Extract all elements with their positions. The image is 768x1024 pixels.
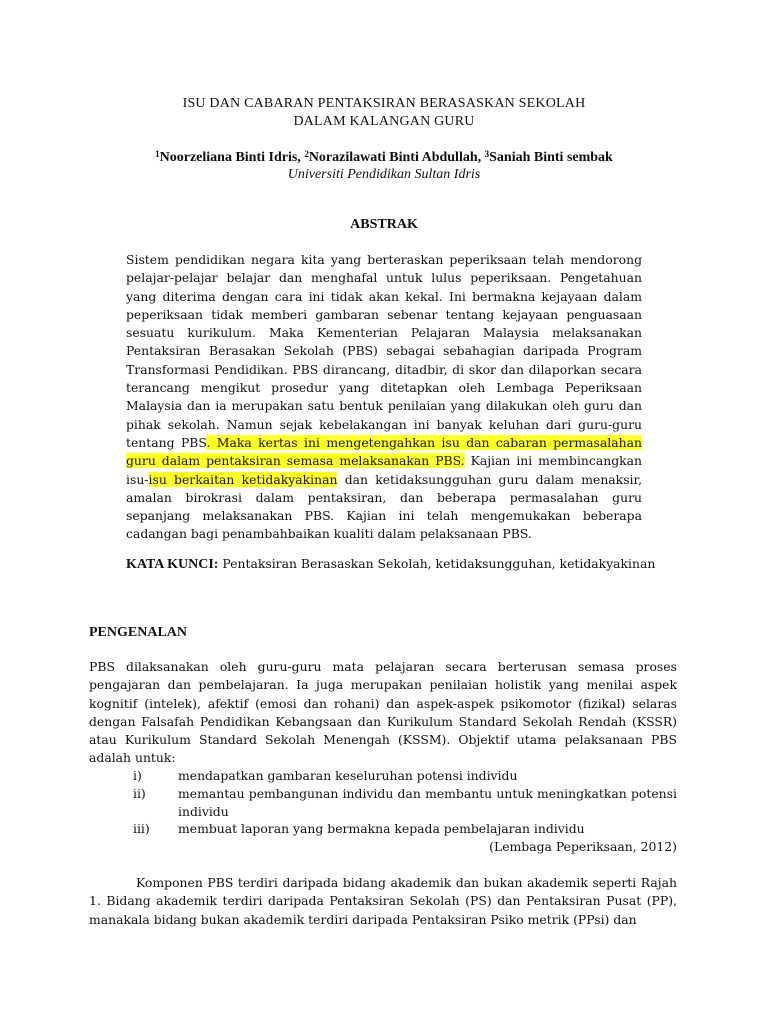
keywords-label: KATA KUNCI: [126, 557, 219, 572]
section-heading: PENGENALAN [89, 625, 188, 640]
keywords-text: Pentaksiran Berasaskan Sekolah, ketidaksungguhan, ketidakyakinan [218, 556, 656, 571]
intro-paragraph: PBS dilaksanakan oleh guru-guru mata pelajaran secara berterusan semasa proses pengajaran dan pembelajaran. Ia juga merupakan penilaian holistik yang menilai aspek kognitif (intelek), afektif (emosi dan rohani) dan aspek-aspek psikomotor (fizikal) selaras dengan Falsafah Pendidikan Kebangsaan dan Kurikulum Standard Sekolah Rendah (KSSR) atau Kurikulum Standard Sekolah Menengah (KSSM). Objektif utama pelaksanaan PBS adalah untuk: [89, 659, 677, 766]
author-3: Saniah Binti sembak [489, 150, 613, 165]
list-item-text: membuat laporan yang bermakna kepada pembelajaran individu [178, 821, 585, 837]
objective-list [89, 767, 677, 838]
abstract-heading: ABSTRAK [350, 217, 418, 232]
highlighted-text-1: . Maka kertas ini mengetengahkan isu dan cabaran permasalahan guru dalam pentaksiran semasa melaksanakan PBS. [126, 434, 642, 469]
author-2-marker: 2 [304, 149, 309, 159]
abstract-paragraph [126, 251, 642, 544]
abstract-text-1: Sistem pendidikan negara kita yang berteraskan peperiksaan telah mendorong pelajar-pelajar belajar dan menghafal untuk lulus peperiksaan. Pengetahuan yang diterima dengan cara ini tidak akan kekal. Ini bermakna kejayaan dalam peperiksaan tidak memberi gambaran sebenar tentang kejayaan penguasaan sesuatu kurikulum. Maka Kementerian Pelajaran Malaysia melaksanakan Pentaksiran Berasakan Sekolah (PBS) sebagai sebahagian daripada Program Transformasi Pendidikan. PBS dirancang, ditadbir, di skor dan dilaporkan secara terancang mengikut prosedur yang ditetapkan oleh Lembaga Peperiksaan Malaysia dan ia merupakan satu bentuk penilaian yang dilakukan oleh guru dan pihak sekolah. Namun sejak kebelakangan ini banyak keluhan dari guru-guru tentang PBS [126, 252, 642, 450]
list-item [89, 767, 677, 785]
list-item [89, 785, 677, 821]
paper-title-line-2: DALAM KALANGAN GURU [293, 114, 475, 129]
list-item-number: iii) [133, 821, 150, 837]
components-paragraph: Komponen PBS terdiri daripada bidang akademik dan bukan akademik seperti Rajah 1. Bidang akademik terdiri daripada Pentaksiran Sekolah (PS) dan Pentaksiran Pusat (PP), manakala bidang bukan akademik terdiri daripada Pentaksiran Psiko metrik (PPsi) dan [89, 875, 677, 927]
author-2: Norazilawati Binti Abdullah, [308, 150, 485, 165]
list-item-number: ii) [133, 785, 146, 801]
list-item-number: i) [133, 768, 142, 783]
paper-title-line-1: ISU DAN CABARAN PENTAKSIRAN BERASASKAN SEKOLAH [182, 96, 586, 111]
abstract-text-3: dan ketidaksungguhan guru dalam menaksir, amalan birokrasi dalam pentaksiran, dan beberapa permasalahan guru sepanjang melaksanakan PBS. Kajian ini telah mengemukakan beberapa cadangan bagi penambahbaikan kualiti dalam pelaksanaan PBS. [126, 471, 643, 542]
keywords-line [126, 555, 655, 574]
author-list [0, 149, 768, 167]
list-item-text: mendapatkan gambaran keseluruhan potensi individu [178, 768, 518, 783]
citation: (Lembaga Peperiksaan, 2012) [489, 839, 677, 854]
author-1-marker: 1 [155, 149, 160, 159]
list-item-text: memantau pembangunan individu dan membantu untuk meningkatkan potensi individu [178, 785, 677, 819]
highlighted-text-2: isu berkaitan ketidakyakinan [148, 471, 338, 487]
author-1: Noorzeliana Binti Idris, [159, 150, 305, 165]
list-item [89, 820, 677, 838]
author-3-marker: 3 [484, 149, 490, 159]
affiliation: Universiti Pendidikan Sultan Idris [287, 167, 481, 182]
abstract-text-2: Kajian ini membincangkan isu- [126, 453, 642, 487]
